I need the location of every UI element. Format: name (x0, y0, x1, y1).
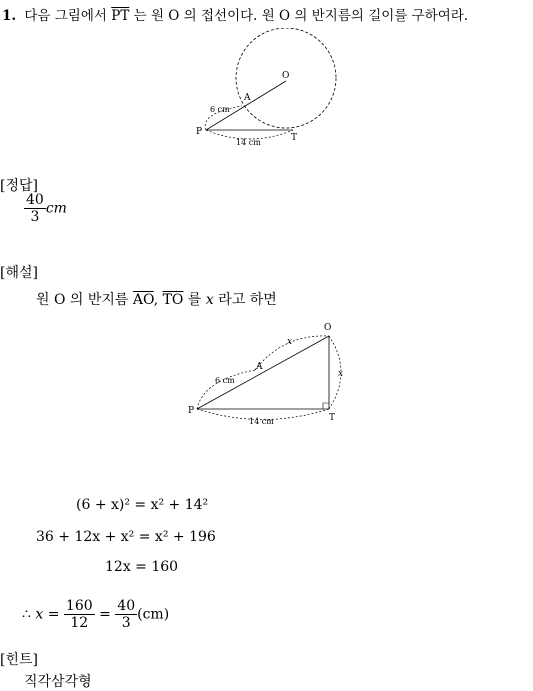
label-a: A (244, 93, 251, 103)
therefore-symbol: ∴ (22, 606, 31, 623)
label-o: O (282, 71, 290, 81)
fraction-numerator-40: 40 (117, 598, 136, 614)
segment-ao: $\overline{AO}$ (132, 292, 154, 308)
question-number: 1. (2, 8, 17, 24)
answer-value (24, 192, 67, 225)
answer-unit: cm (45, 200, 67, 217)
solution-var: x (205, 292, 214, 308)
equation-2: 36 + 12x + x² = x² + 196 (36, 529, 216, 545)
length-pa2: 6 cm (215, 376, 235, 385)
equation-4-unit: (cm) (137, 606, 170, 623)
line-po2 (197, 336, 329, 409)
solution-comma: , (153, 292, 159, 308)
length-pt2: 14 cm (249, 417, 274, 426)
label-t: T (291, 133, 298, 143)
segment-to: $\overline{TO}$ (162, 292, 184, 308)
label-p2: P (188, 406, 195, 416)
label-t2: T (329, 413, 336, 423)
equation-1: (6 + x)² = x² + 14² (76, 497, 209, 513)
solution-suffix: 라고 하면 (218, 292, 277, 308)
label-a2: A (256, 362, 263, 372)
length-pa: 6 cm (210, 105, 230, 114)
label-o2: O (324, 323, 332, 333)
solution-prefix: 원 O 의 반지름 (36, 292, 129, 308)
label-p: P (196, 127, 203, 137)
equation-4-lhs: x = (35, 606, 60, 623)
fraction-numerator-160: 160 (65, 598, 93, 614)
length-pt: 14 cm (236, 138, 261, 147)
answer-denominator: 3 (30, 209, 40, 226)
fraction-160-12 (64, 598, 95, 631)
question-text-before: 다음 그림에서 (24, 8, 107, 24)
hint-text: 직각삼각형 (24, 674, 92, 690)
right-angle-mark (323, 403, 329, 409)
figure-circle-tangent (190, 28, 350, 153)
answer-fraction (24, 192, 46, 225)
question-text (2, 4, 468, 24)
length-ot-x: x (338, 369, 344, 379)
length-ao-x: x (287, 337, 293, 347)
fraction-40-3 (115, 598, 137, 631)
answer-numerator: 40 (26, 192, 44, 208)
segment-pt: $\overline{PT}$ (111, 8, 130, 24)
equation-3: 12x = 160 (105, 559, 179, 575)
hint-header: [힌트] (0, 652, 38, 668)
figure-right-triangle (183, 318, 358, 430)
answer-header: [정답] (0, 178, 38, 194)
solution-mid: 를 (187, 292, 202, 308)
equation-4 (22, 598, 169, 631)
fraction-denominator-12: 12 (70, 615, 89, 632)
fraction-denominator-3: 3 (121, 615, 131, 632)
equals-sign: = (99, 606, 111, 623)
question-text-after: 는 원 O 의 접선이다. 원 O 의 반지름의 길이를 구하여라. (133, 8, 469, 24)
solution-header: [해설] (0, 265, 38, 281)
solution-line (36, 289, 277, 309)
